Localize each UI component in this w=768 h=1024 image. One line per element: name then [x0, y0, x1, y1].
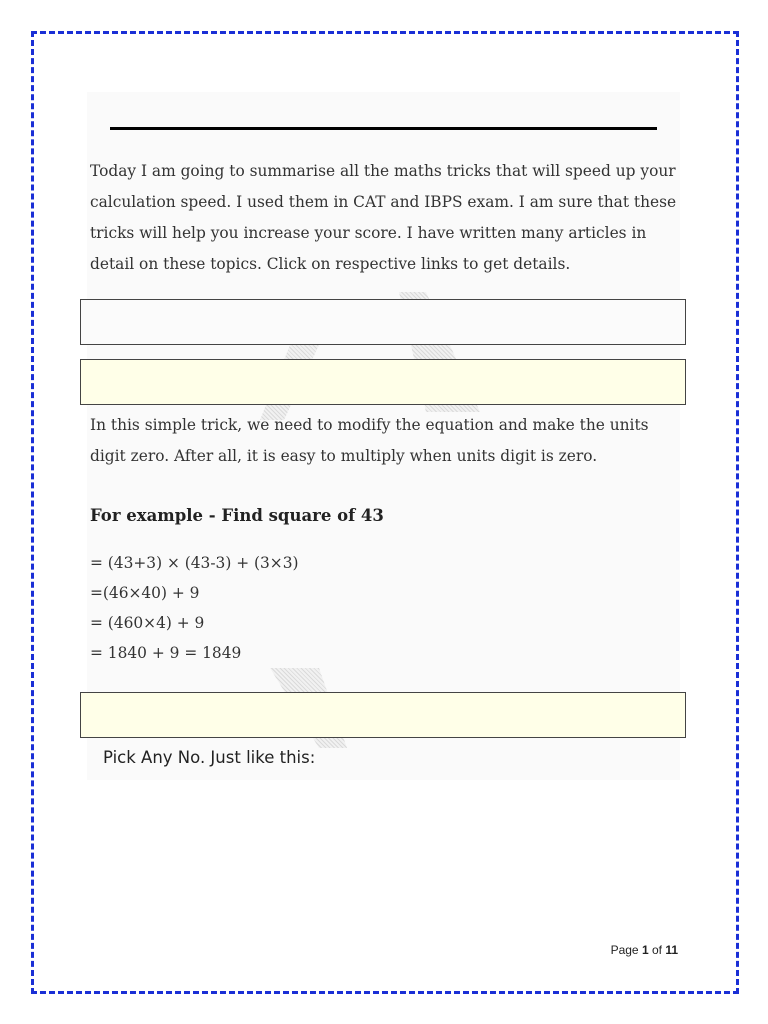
page-prefix: Page — [610, 943, 642, 957]
title-rule — [110, 127, 657, 130]
page-number — [611, 943, 678, 957]
calculation-steps — [90, 548, 299, 668]
calculation-step: = (460×4) + 9 — [90, 614, 205, 632]
example-heading: For example - Find square of 43 — [90, 506, 384, 525]
calculation-step: = 1840 + 9 = 1849 — [90, 644, 242, 662]
highlight-box — [80, 359, 686, 405]
trick-description: In this simple trick, we need to modify the equation and make the units digit zero. After all, it is easy to multiply when units digit is zero. — [90, 416, 649, 465]
intro-paragraph: Today I am going to summarise all the maths tricks that will speed up your calculation speed. I used them in CAT and IBPS exam. I am sure that these tricks will help you increase your score. I have written many articles in detail on these topics. Click on respective links to get details. — [90, 162, 677, 273]
current-page: 1 — [641, 943, 649, 957]
calculation-step: = (43+3) × (43-3) + (3×3) — [90, 554, 299, 572]
page-separator: of — [648, 943, 666, 957]
highlight-box — [80, 692, 686, 738]
empty-heading-box — [80, 299, 686, 345]
pick-number-line: Pick Any No. Just like this: — [103, 748, 316, 767]
total-pages: 11 — [665, 943, 678, 957]
calculation-step: =(46×40) + 9 — [90, 584, 200, 602]
